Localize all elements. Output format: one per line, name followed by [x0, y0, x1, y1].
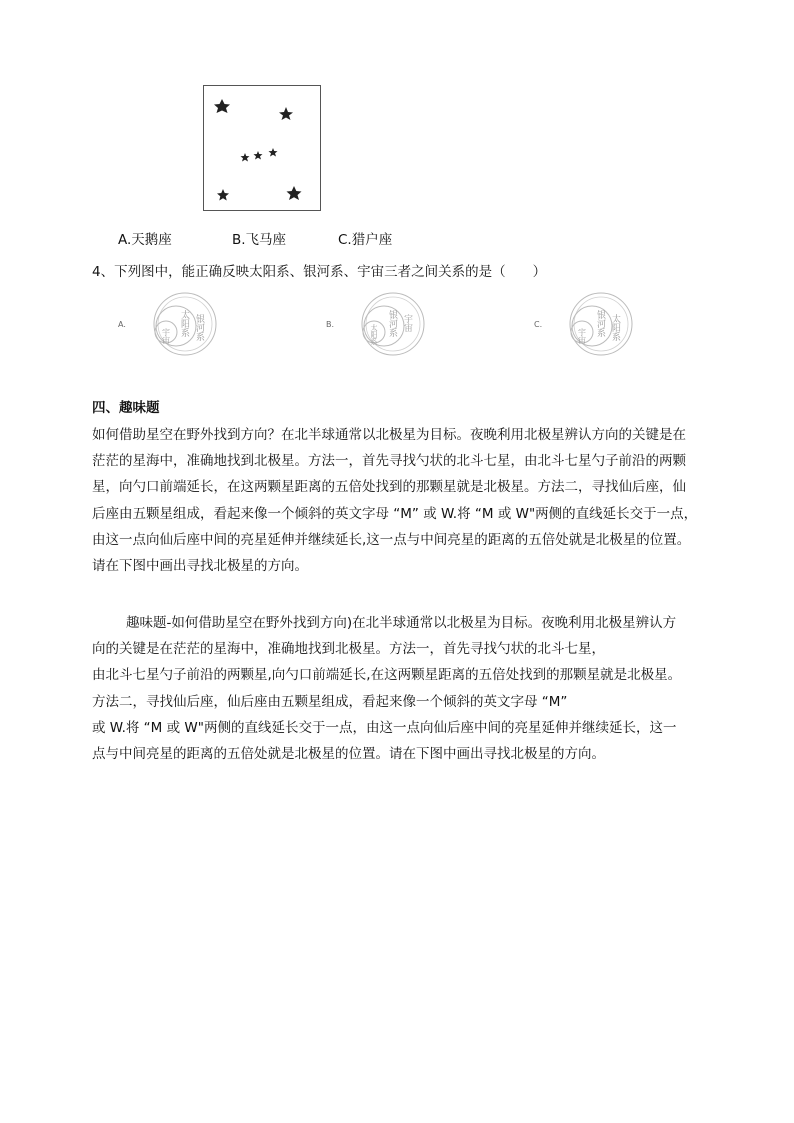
- middle-ring-label: 银河系: [595, 310, 605, 337]
- star-icon: [214, 99, 230, 113]
- star-icon: [217, 189, 229, 201]
- option-label: A.: [118, 320, 126, 329]
- option-c-liehuzuo: C.猎户座: [338, 232, 393, 248]
- question4-option-b: [326, 292, 436, 356]
- nested-circles-diagram: [348, 292, 428, 356]
- outer-ring-label: 宇宙: [402, 314, 412, 332]
- paragraph-line: 由这一点向仙后座中间的亮星延伸并继续延长,这一点与中间亮星的距离的五倍处就是北极星的位置。: [92, 531, 691, 548]
- inner-ring-label: 宇宙: [577, 328, 587, 344]
- nested-circles-diagram: [140, 292, 220, 356]
- star-icon: [287, 186, 302, 200]
- paragraph-line: 后座由五颗星组成，看起来像一个倾斜的英文字母 “M” 或 W.将 “M 或 W"两侧的直线延长交于一点，: [92, 505, 698, 522]
- outer-ring-label: 太阳系: [610, 314, 620, 341]
- star-icon: [269, 148, 278, 157]
- question4-option-a: [118, 292, 228, 356]
- question4-option-c: [534, 292, 644, 356]
- inner-ring-label: 太阳系: [370, 324, 378, 345]
- paragraph-line: 方法二，寻找仙后座，仙后座由五颗星组成，看起来像一个倾斜的英文字母 “M”: [92, 693, 568, 710]
- middle-ring-label: 太阳系: [179, 310, 189, 337]
- nested-circles-diagram: [556, 292, 636, 356]
- question-4-text: 4、下列图中，能正确反映太阳系、银河系、宇宙三者之间关系的是（ ）: [92, 264, 547, 280]
- option-b-feimazuo: B.飞马座: [232, 232, 287, 248]
- outer-ring-label: 银河系: [194, 314, 204, 341]
- paragraph-2: [92, 610, 681, 767]
- paragraph-line: 点与中间亮星的距离的五倍处就是北极星的位置。请在下图中画出寻找北极星的方向。: [92, 746, 605, 763]
- inner-ring-label: 宇宙: [161, 328, 171, 344]
- constellation-figure: [203, 85, 321, 211]
- paragraph-line: 请在下图中画出寻找北极星的方向。: [92, 558, 308, 575]
- paragraph-line: 如何借助星空在野外找到方向？在北半球通常以北极星为目标。夜晚利用北极星辨认方向的关键是在: [92, 427, 686, 443]
- paragraph-1: [92, 422, 697, 579]
- option-label: C.: [534, 320, 543, 329]
- star-icon: [254, 151, 263, 160]
- paragraph-line: 趣味题-如何借助星空在野外找到方向)在北半球通常以北极星为目标。夜晚利用北极星辨认方: [126, 615, 677, 631]
- star-icon: [241, 153, 250, 162]
- paragraph-line: 或 W.将 “M 或 W"两侧的直线延长交于一点，由这一点向仙后座中间的亮星延伸并继续延长，这一: [92, 719, 677, 736]
- paragraph-line: 茫茫的星海中，准确地找到北极星。方法一，首先寻找勺状的北斗七星，由北斗七星勺子前沿的两颗: [92, 453, 686, 470]
- middle-ring-label: 银河系: [387, 310, 397, 337]
- section-title: 四、趣味题: [92, 400, 160, 416]
- paragraph-line: 向的关键是在茫茫的星海中，准确地找到北极星。方法一，首先寻找勺状的北斗七星，: [92, 641, 605, 658]
- paragraph-line: 星，向勺口前端延长，在这两颗星距离的五倍处找到的那颗星就是北极星。方法二，寻找仙后座，仙: [92, 479, 686, 496]
- option-a-tianezuo: A.天鹅座: [118, 232, 172, 248]
- option-label: B.: [326, 320, 335, 329]
- star-icon: [279, 107, 293, 120]
- paragraph-line: 由北斗七星勺子前沿的两颗星,向勺口前端延长,在这两颗星距离的五倍处找到的那颗星就是北极星。: [92, 667, 682, 684]
- constellation-stars: [204, 86, 320, 210]
